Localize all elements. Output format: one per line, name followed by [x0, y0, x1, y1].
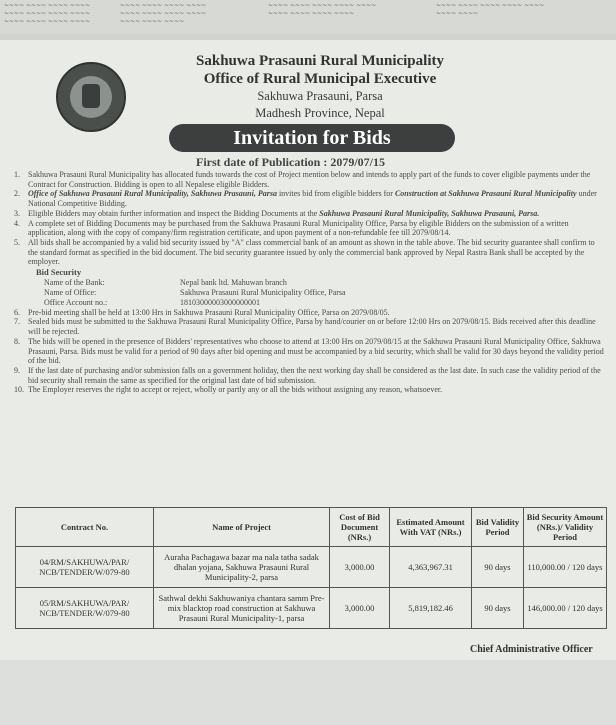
province-name: Madhesh Province, Nepal [255, 106, 385, 120]
municipality-name: Sakhuwa Prasauni Rural Municipality [196, 53, 444, 69]
estimated-amount: 4,363,967.31 [390, 547, 472, 588]
clause-8: 8. The bids will be opened in the presence of Bidders' representatives who choose to attend at 13:00 Hrs on 2079/08/15 at the Sakhuwa Prasauni Rural Municipality Office, Sakhuwa Prasauni, Parsa. Bids must be valid for a period of 90 days after bid opening and must be accompanied by a bid security, which shall be valid for 30 days beyond the validity period of the bid. [14, 336, 604, 366]
notice-title-banner: Invitation for Bids [169, 124, 455, 152]
table-row [16, 588, 607, 629]
bid-validity: 90 days [472, 588, 524, 629]
bid-security-bank: Name of the Bank: Nepal bank ltd. Mahuwan branch [44, 277, 287, 287]
clause-6: 6. Pre-bid meeting shall be held at 13:00 Hrs in Sakhuwa Prasauni Rural Municipality Office, Parsa on 2079/08/05. [14, 307, 390, 317]
office-address: Sakhuwa Prasauni, Parsa [257, 89, 383, 103]
project-name: Auraha Pachagawa bazar ma nala tatha sadak dhalan yojana, Sakhuwa Prasauni Rural Municipality-2, parsa [154, 547, 330, 588]
clause-9: 9. If the last date of purchasing and/or submission falls on a government holiday, then the next working day shall be considered as the last date. In such case the validity period of the bid security shall remain the same as specified for the original last date of bid submission. [14, 365, 601, 385]
bid-security: 146,000.00 / 120 days [524, 588, 607, 629]
contract-no: 04/RM/SAKHUWA/PAR/ NCB/TENDER/W/079-80 [16, 547, 154, 588]
publication-date: First date of Publication : 2079/07/15 [196, 155, 385, 169]
contract-no: 05/RM/SAKHUWA/PAR/ NCB/TENDER/W/079-80 [16, 588, 154, 629]
bid-security-office: Name of Office: Sakhuwa Prasauni Rural Municipality Office, Parsa [44, 287, 346, 297]
header-bid-cost: Cost of Bid Document (NRs.) [330, 508, 390, 547]
adjacent-newspaper-strip: ~~~~ ~~~~ ~~~~ ~~~~ ~~~~ ~~~~ ~~~~ ~~~~ ~~~~ ~~~~ ~~~~ ~~~~ ~~~~ ~~~~ ~~~~ ~~~~ ~~~~ ~~~~ ~~~~ ~~~~ ~~~~ ~~~~ ~~~~ ~~~~ ~~~~ ~~~~ ~~~~ ~~~~ ~~~~ ~~~~ ~~~~ ~~~~ ~~~~ ~~~~ ~~~~ ~~~~ ~~~~ ~~~~ ~~~~ [0, 0, 616, 34]
header-estimated-amount: Estimated Amount With VAT (NRs.) [390, 508, 472, 547]
table-row [16, 547, 607, 588]
bids-table [15, 507, 607, 629]
clause-10: 10. The Employer reserves the right to accept or reject, wholly or partly any or all the bids without assigning any reason, whatsoever. [14, 385, 443, 395]
clause-2: 2. Office of Sakhuwa Prasauni Rural Municipality, Sakhuwa Prasauni, Parsa invites bid from eligible bidders for Construction at Sakhuwa Prasauni Rural Municipality under National Competitive Bidding. [14, 189, 597, 209]
bid-cost: 3,000.00 [330, 547, 390, 588]
clause-7: 7. Sealed bids must be submitted to the Sakhuwa Prasauni Rural Municipality Office, Parsa by hand/courier on or before 12:00 Hrs on 2079/08/15. Bids received after this deadline will be rejected. [14, 317, 596, 337]
office-name: Office of Rural Municipal Executive [203, 71, 437, 87]
clause-3: 3. Eligible Bidders may obtain further information and inspect the Bidding Documents at the Sakhuwa Prasauni Rural Municipality, Sakhuwa Prasauni, Parsa. [14, 208, 540, 218]
header-contract-no: Contract No. [16, 508, 154, 547]
project-name: Sathwal dekhi Sakhuwaniya chantara samm Pre-mix blacktop road construction at Sakhuwa Prasauni Rural Municipality-1, parsa [154, 588, 330, 629]
bid-security-account: Office Account no.: 18103000003000000001 [44, 297, 260, 307]
header-bid-validity: Bid Validity Period [472, 508, 524, 547]
bid-validity: 90 days [472, 547, 524, 588]
signatory: Chief Administrative Officer [470, 644, 593, 655]
bid-security-title: Bid Security [36, 267, 82, 278]
notice-clauses [8, 170, 604, 395]
clause-5: 5. All bids shall be accompanied by a valid bid security issued by "A" class commercial bank of an amount as shown in the table above. The bid security guarantee shall confirm to the standard format as specified in the bid document. The bid security guarantee issued by only the commercial bank approved by Nepal Rastra Bank shall be accepted by the employer. [14, 237, 595, 267]
bid-cost: 3,000.00 [330, 588, 390, 629]
clause-1: 1. Sakhuwa Prasauni Rural Municipality has allocated funds towards the cost of Project mention below and intends to apply part of the funds to cover eligible payments under the Contract for Construction. Bidding is open to all Nepalese eligible Bidders. [14, 170, 591, 189]
clause-4: 4. A complete set of Bidding Documents may be purchased from the Sakhuwa Prasauni Rural Municipality Office, Parsa by eligible Bidders on the submission of a written application, along with the copy of company/firm registration certificate, and upon payment of a non-refundable fee till 2079/08/14. [14, 218, 569, 238]
background-surface [0, 660, 616, 725]
table-header-row [16, 508, 607, 547]
estimated-amount: 5,819,182.46 [390, 588, 472, 629]
government-emblem-icon [56, 62, 126, 132]
bid-security: 110,000.00 / 120 days [524, 547, 607, 588]
header-bid-security: Bid Security Amount (NRs.)/ Validity Period [524, 508, 607, 547]
header-project-name: Name of Project [154, 508, 330, 547]
